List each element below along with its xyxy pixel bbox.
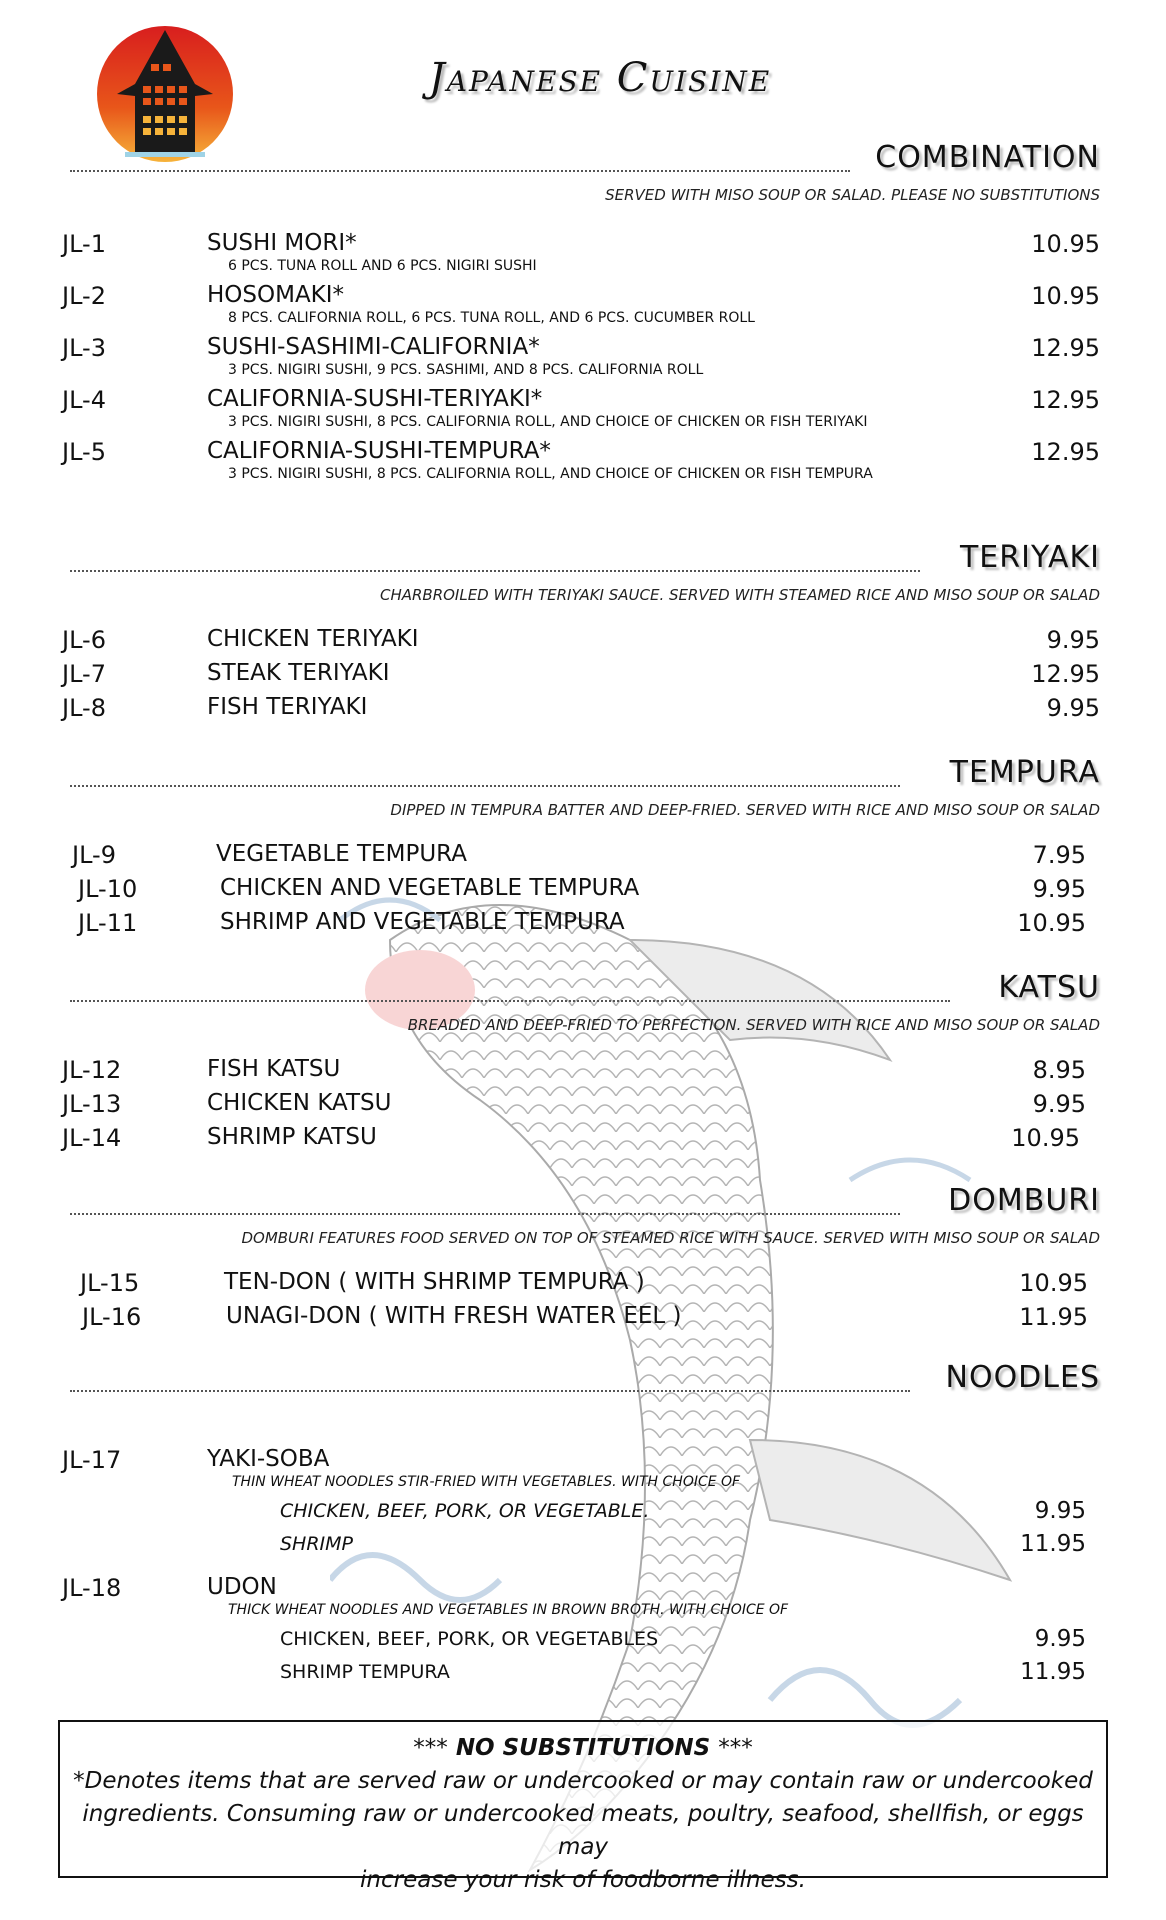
item-price: 12.95 bbox=[1031, 438, 1100, 466]
dot-leader bbox=[70, 1213, 900, 1215]
item-code: JL-4 bbox=[62, 386, 106, 414]
item-code: JL-15 bbox=[80, 1269, 140, 1297]
item-choice bbox=[0, 1626, 1166, 1659]
section-title: KATSU bbox=[998, 970, 1100, 1005]
choice-price: 9.95 bbox=[1034, 1626, 1086, 1652]
item-price: 9.95 bbox=[1032, 1090, 1086, 1118]
section-katsu bbox=[0, 970, 1166, 1158]
item-description: 8 PCS. CALIFORNIA ROLL, 6 PCS. TUNA ROLL, AND 6 PCS. CUCUMBER ROLL bbox=[228, 310, 755, 326]
item-price: 9.95 bbox=[1032, 875, 1086, 903]
item-code: JL-16 bbox=[82, 1303, 142, 1331]
item-description: THICK WHEAT NOODLES AND VEGETABLES IN BROWN BROTH. WITH CHOICE OF bbox=[228, 1602, 789, 1618]
item-description: THIN WHEAT NOODLES STIR-FRIED WITH VEGETABLES. WITH CHOICE OF bbox=[232, 1474, 741, 1490]
item-code: JL-10 bbox=[78, 875, 138, 903]
section-subtitle: BREADED AND DEEP-FRIED TO PERFECTION. SERVED WITH RICE AND MISO SOUP OR SALAD bbox=[407, 1016, 1100, 1034]
section-subtitle: SERVED WITH MISO SOUP OR SALAD. PLEASE NO SUBSTITUTIONS bbox=[605, 186, 1100, 204]
notice-heading-line bbox=[60, 1732, 1106, 1765]
notice-stars-left: *** bbox=[413, 1735, 448, 1761]
choice-price: 9.95 bbox=[1034, 1498, 1086, 1524]
item-name: SUSHI-SASHIMI-CALIFORNIA* bbox=[207, 334, 540, 360]
menu-item bbox=[0, 1090, 1166, 1124]
section-title: DOMBURI bbox=[948, 1183, 1100, 1218]
notice-line: ingredients. Consuming raw or undercooked meats, poultry, seafood, shellfish, or eggs may bbox=[82, 1801, 1084, 1860]
item-name: UDON bbox=[207, 1574, 277, 1600]
item-price: 8.95 bbox=[1032, 1056, 1086, 1084]
item-name: STEAK TERIYAKI bbox=[207, 660, 390, 686]
item-code: JL-13 bbox=[62, 1090, 122, 1118]
notice-heading: NO SUBSTITUTIONS bbox=[455, 1735, 711, 1761]
item-name: CALIFORNIA-SUSHI-TERIYAKI* bbox=[207, 386, 543, 412]
item-code: JL-17 bbox=[62, 1446, 122, 1474]
notice-line: *Denotes items that are served raw or undercooked or may contain raw or undercooked bbox=[73, 1768, 1093, 1794]
item-description: 3 PCS. NIGIRI SUSHI, 8 PCS. CALIFORNIA ROLL, AND CHOICE OF CHICKEN OR FISH TEMPURA bbox=[228, 466, 873, 482]
menu-item bbox=[0, 1446, 1166, 1564]
item-price: 12.95 bbox=[1031, 386, 1100, 414]
item-price: 12.95 bbox=[1031, 660, 1100, 688]
item-price: 12.95 bbox=[1031, 334, 1100, 362]
item-name: FISH TERIYAKI bbox=[207, 694, 368, 720]
dot-leader bbox=[70, 570, 920, 572]
item-name: CHICKEN KATSU bbox=[207, 1090, 392, 1116]
item-price: 7.95 bbox=[1032, 841, 1086, 869]
section-title: NOODLES bbox=[945, 1360, 1100, 1395]
dot-leader bbox=[70, 785, 900, 787]
item-name: HOSOMAKI* bbox=[207, 282, 345, 308]
item-code: JL-5 bbox=[62, 438, 106, 466]
item-code: JL-18 bbox=[62, 1574, 122, 1602]
page-title: Japanese Cuisine bbox=[428, 55, 772, 101]
item-choice bbox=[0, 1498, 1166, 1531]
section-subtitle: DOMBURI FEATURES FOOD SERVED ON TOP OF STEAMED RICE WITH SAUCE. SERVED WITH MISO SOUP OR SALAD bbox=[241, 1229, 1100, 1247]
choice-label: SHRIMP bbox=[280, 1533, 354, 1555]
menu-item bbox=[0, 386, 1166, 430]
menu-item bbox=[0, 334, 1166, 378]
item-description: 3 PCS. NIGIRI SUSHI, 9 PCS. SASHIMI, AND 8 PCS. CALIFORNIA ROLL bbox=[228, 362, 704, 378]
item-choice bbox=[0, 1531, 1166, 1564]
menu-item bbox=[0, 841, 1166, 875]
menu-item bbox=[0, 1056, 1166, 1090]
dot-leader bbox=[70, 1390, 910, 1392]
item-price: 10.95 bbox=[1011, 1124, 1080, 1152]
item-code: JL-14 bbox=[62, 1124, 122, 1152]
item-price: 9.95 bbox=[1046, 694, 1100, 722]
item-code: JL-9 bbox=[72, 841, 116, 869]
menu-item bbox=[0, 1269, 1166, 1303]
notice-stars-right: *** bbox=[718, 1735, 753, 1761]
item-description: 3 PCS. NIGIRI SUSHI, 8 PCS. CALIFORNIA ROLL, AND CHOICE OF CHICKEN OR FISH TERIYAKI bbox=[228, 414, 868, 430]
item-code: JL-6 bbox=[62, 626, 106, 654]
dot-leader bbox=[70, 1000, 950, 1002]
menu-item bbox=[0, 438, 1166, 482]
section-title: TEMPURA bbox=[949, 755, 1100, 790]
item-name: YAKI-SOBA bbox=[207, 1446, 330, 1472]
section-subtitle: DIPPED IN TEMPURA BATTER AND DEEP-FRIED. SERVED WITH RICE AND MISO SOUP OR SALAD bbox=[390, 801, 1100, 819]
menu-item bbox=[0, 660, 1166, 694]
section-title: COMBINATION bbox=[875, 140, 1100, 175]
item-name: VEGETABLE TEMPURA bbox=[216, 841, 467, 867]
item-name: SUSHI MORI* bbox=[207, 230, 357, 256]
menu-item bbox=[0, 875, 1166, 909]
item-code: JL-7 bbox=[62, 660, 106, 688]
section-noodles bbox=[0, 1360, 1166, 1692]
item-price: 9.95 bbox=[1046, 626, 1100, 654]
item-name: CHICKEN TERIYAKI bbox=[207, 626, 419, 652]
item-name: CHICKEN AND VEGETABLE TEMPURA bbox=[220, 875, 640, 901]
item-code: JL-2 bbox=[62, 282, 106, 310]
choice-price: 11.95 bbox=[1020, 1531, 1086, 1557]
dot-leader bbox=[70, 170, 850, 172]
item-name: TEN-DON ( WITH SHRIMP TEMPURA ) bbox=[224, 1269, 645, 1295]
notice-line: increase your risk of foodborne illness. bbox=[360, 1867, 806, 1893]
allergen-notice-box bbox=[58, 1720, 1108, 1893]
menu-item bbox=[0, 282, 1166, 326]
section-tempura bbox=[0, 755, 1166, 943]
choice-label: CHICKEN, BEEF, PORK, OR VEGETABLES bbox=[280, 1628, 659, 1650]
section-domburi bbox=[0, 1183, 1166, 1337]
section-title: TERIYAKI bbox=[959, 540, 1100, 575]
choice-label: CHICKEN, BEEF, PORK, OR VEGETABLE. bbox=[280, 1500, 650, 1522]
item-price: 10.95 bbox=[1031, 230, 1100, 258]
item-code: JL-12 bbox=[62, 1056, 122, 1084]
item-name: UNAGI-DON ( WITH FRESH WATER EEL ) bbox=[226, 1303, 682, 1329]
choice-price: 11.95 bbox=[1020, 1659, 1086, 1685]
item-description: 6 PCS. TUNA ROLL AND 6 PCS. NIGIRI SUSHI bbox=[228, 258, 537, 274]
menu-item bbox=[0, 694, 1166, 728]
item-price: 11.95 bbox=[1019, 1303, 1088, 1331]
item-code: JL-1 bbox=[62, 230, 106, 258]
item-price: 10.95 bbox=[1031, 282, 1100, 310]
item-name: SHRIMP AND VEGETABLE TEMPURA bbox=[220, 909, 625, 935]
item-choice bbox=[0, 1659, 1166, 1692]
menu-item bbox=[0, 1124, 1166, 1158]
menu-item bbox=[0, 626, 1166, 660]
menu-item bbox=[0, 230, 1166, 274]
menu-item bbox=[0, 1303, 1166, 1337]
choice-label: SHRIMP TEMPURA bbox=[280, 1661, 450, 1683]
item-price: 10.95 bbox=[1017, 909, 1086, 937]
section-teriyaki bbox=[0, 540, 1166, 728]
section-subtitle: CHARBROILED WITH TERIYAKI SAUCE. SERVED WITH STEAMED RICE AND MISO SOUP OR SALAD bbox=[379, 586, 1100, 604]
item-name: FISH KATSU bbox=[207, 1056, 341, 1082]
item-code: JL-8 bbox=[62, 694, 106, 722]
item-price: 10.95 bbox=[1019, 1269, 1088, 1297]
menu-item bbox=[0, 909, 1166, 943]
item-code: JL-11 bbox=[78, 909, 138, 937]
item-name: SHRIMP KATSU bbox=[207, 1124, 377, 1150]
item-name: CALIFORNIA-SUSHI-TEMPURA* bbox=[207, 438, 551, 464]
item-code: JL-3 bbox=[62, 334, 106, 362]
menu-item bbox=[0, 1574, 1166, 1692]
section-combination bbox=[0, 140, 1166, 490]
